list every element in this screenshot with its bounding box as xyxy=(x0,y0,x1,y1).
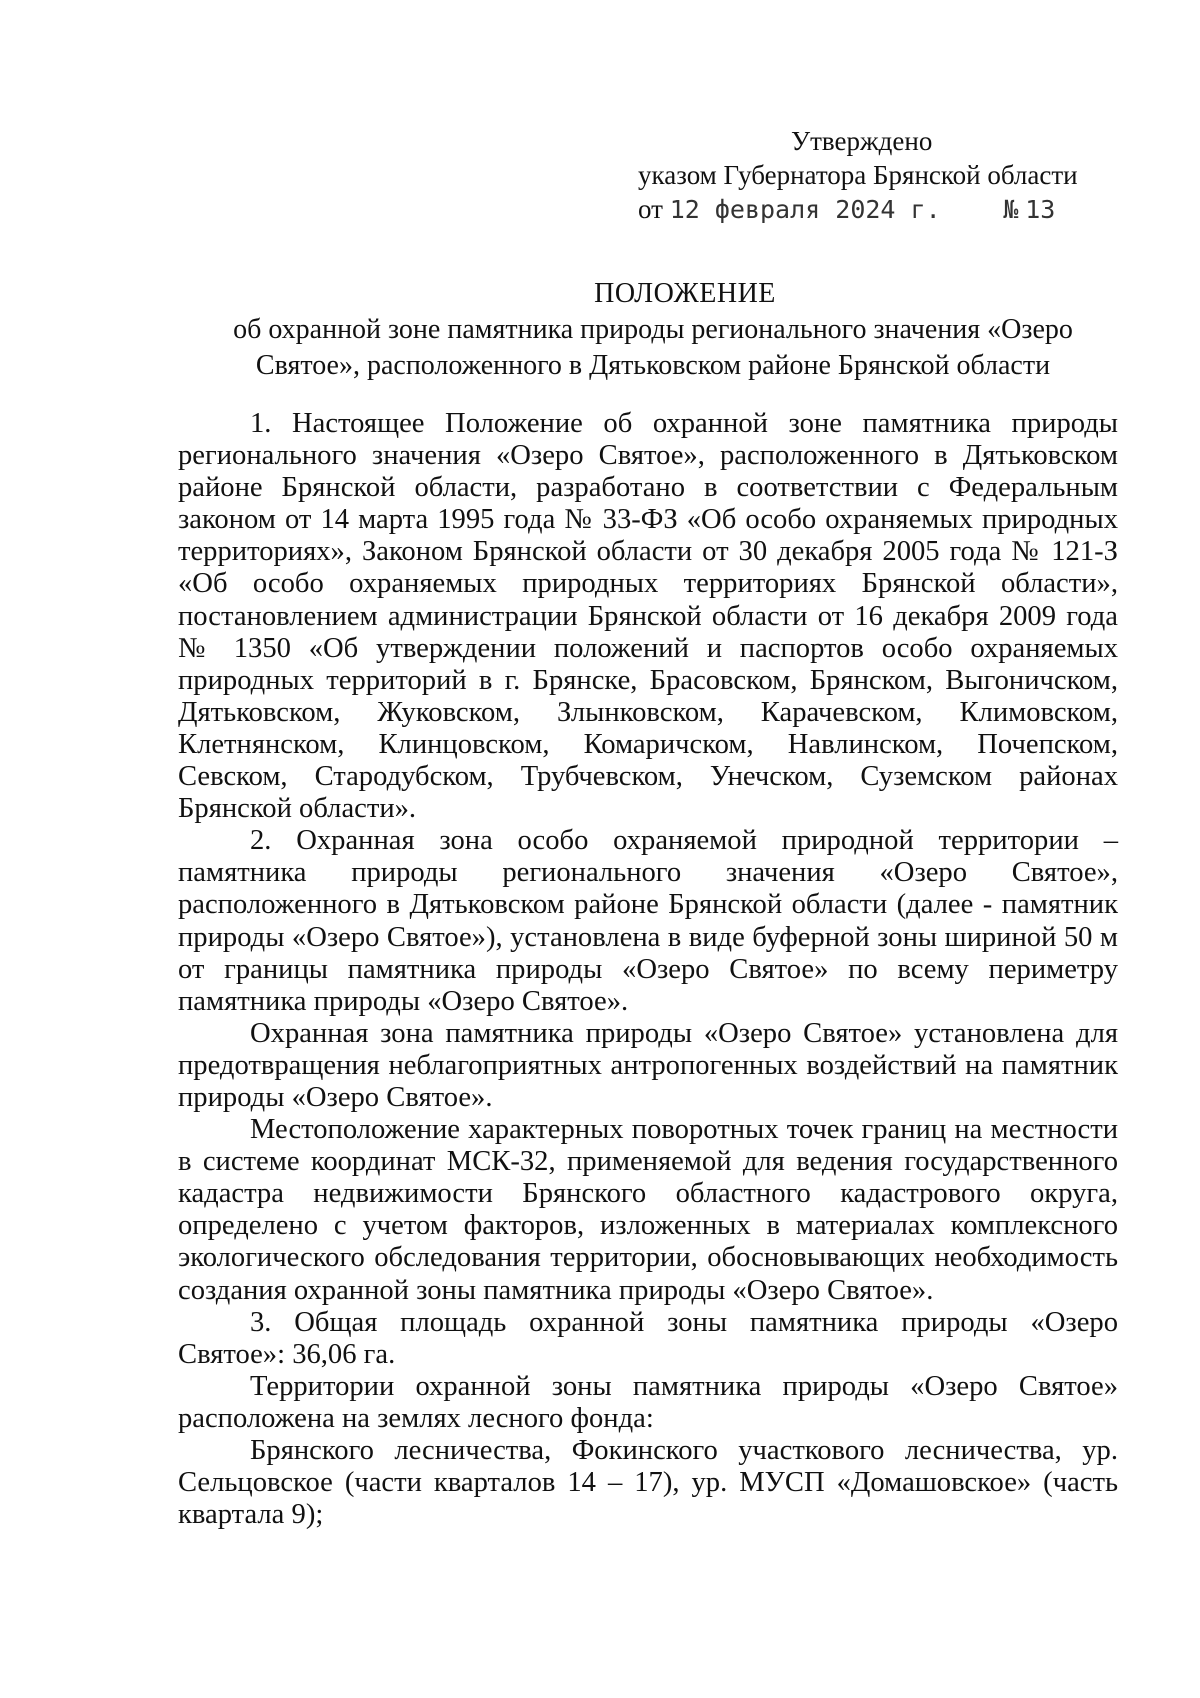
paragraph-7: Брянского лесничества, Фокинского участкового лесничества, ур. Сельцовское (части кварталов 14 – 17), ур. МУСП «Домашовское» (часть квартала 9); xyxy=(178,1435,1118,1531)
approval-date: 12 февраля 2024 г. xyxy=(669,195,941,224)
paragraph-5: 3. Общая площадь охранной зоны памятника природы «Озеро Святое»: 36,06 га. xyxy=(178,1306,1118,1370)
paragraph-2: 2. Охранная зона особо охраняемой природной территории – памятника природы регионального значения «Озеро Святое», расположенного в Дятьковском районе Брянской области (далее - памятник природы «Озеро Святое»), установлена в виде буферной зоны шириной 50 м от границы памятника природы «Озеро Святое» по всему периметру памятника природы «Озеро Святое». xyxy=(178,825,1118,1017)
approval-number-label: № xyxy=(1003,195,1019,224)
approval-date-line xyxy=(638,192,1118,227)
approval-number: 13 xyxy=(1025,195,1056,224)
approval-stamp xyxy=(638,124,1118,227)
document-heading xyxy=(0,276,1200,384)
paragraph-1: 1. Настоящее Положение об охранной зоне памятника природы регионального значения «Озеро Святое», расположенного в Дятьковском районе Брянской области, разработано в соответствии с Федеральным законом от 14 марта 1995 года № 33-ФЗ «Об особо охраняемых природных территориях», Законом Брянской области от 30 декабря 2005 года № 121-З «Об особо охраняемых природных территориях Брянской области», постановлением администрации Брянской области от 16 декабря 2009 года № 1350 «Об утверждении положений и паспортов особо охраняемых природных территорий в г. Брянске, Брасовском, Брянском, Выгоничском, Дятьковском, Жуковском, Злынковском, Карачевском, Климовском, Клетнянском, Клинцовском, Комаричском, Навлинском, Почепском, Севском, Стародубском, Трубчевском, Унечском, Суземском районах Брянской области». xyxy=(178,408,1118,825)
approval-label: Утверждено xyxy=(791,126,933,156)
document-subtitle-line1: об охранной зоне памятника природы регионального значения «Озеро xyxy=(233,314,1073,345)
approval-prefix: от xyxy=(638,194,663,224)
paragraph-4: Местоположение характерных поворотных точек границ на местности в системе координат МСК-32, применяемой для ведения государственного кадастра недвижимости Брянского областного кадастрового округа, определено с учетом факторов, изложенных в материалах комплексного экологического обследования территории, обосновывающих необходимость создания охранной зоны памятника природы «Озеро Святое». xyxy=(178,1114,1118,1306)
document-subtitle-line2: Святое», расположенного в Дятьковском районе Брянской области xyxy=(255,350,1051,381)
paragraph-3: Охранная зона памятника природы «Озеро Святое» установлена для предотвращения неблагоприятных антропогенных воздействий на памятник природы «Озеро Святое». xyxy=(178,1017,1118,1113)
approval-decree: указом Губернатора Брянской области xyxy=(638,160,1078,190)
document-title: ПОЛОЖЕНИЕ xyxy=(594,278,776,309)
paragraph-6: Территории охранной зоны памятника природы «Озеро Святое» расположена на землях лесного фонда: xyxy=(178,1370,1118,1434)
document-body xyxy=(178,408,1118,1531)
